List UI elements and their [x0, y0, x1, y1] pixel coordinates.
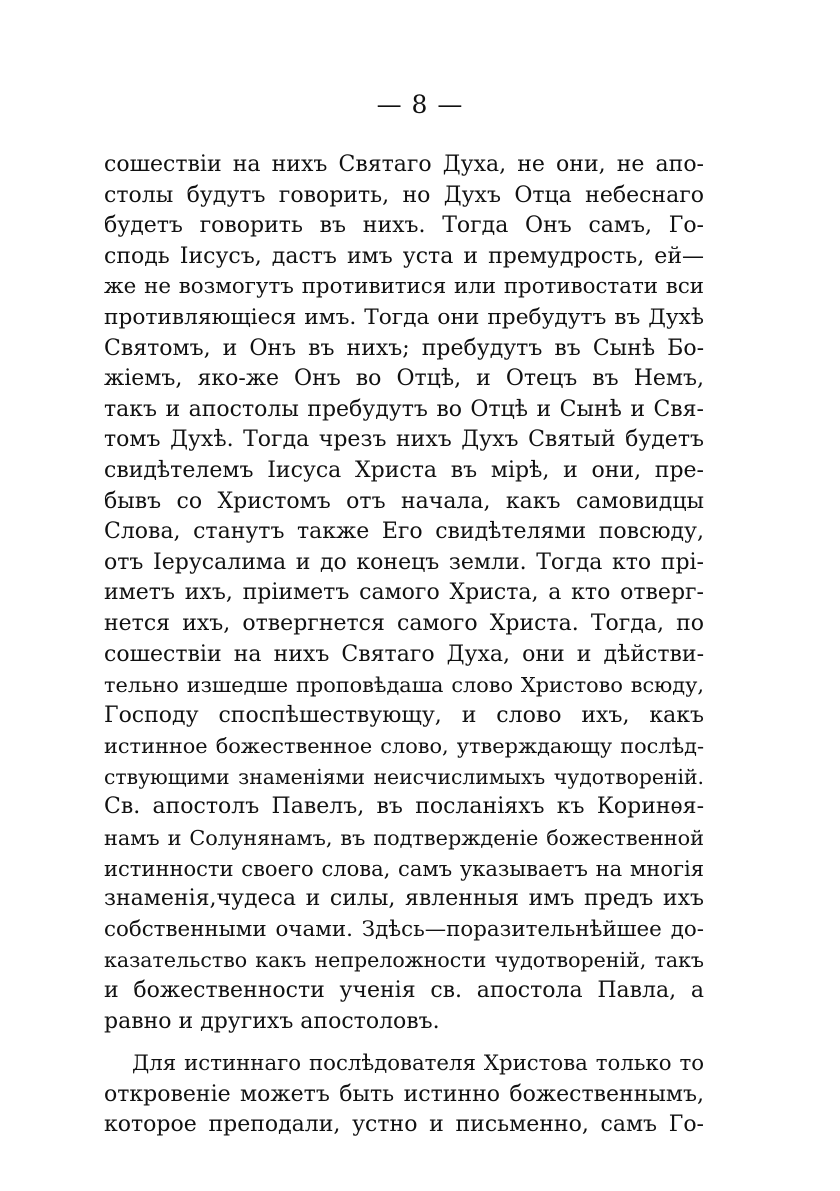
text-line: Святомъ, и Онъ въ нихъ; пребудутъ въ Сынѣ Бо-: [104, 335, 704, 361]
paragraph-2: [104, 1049, 704, 1141]
text-line: откровеніе можетъ быть истинно божественнымъ,: [104, 1081, 704, 1107]
text-line: сподь Іисусъ, дастъ имъ уста и премудрость, ей—: [104, 243, 704, 269]
text-line: казательство какъ непреложности чудотвореній, такъ: [104, 948, 704, 973]
paragraph-gap: [104, 1037, 704, 1049]
text-line: Для истиннаго послѣдователя Христова только то: [132, 1051, 704, 1077]
text-line: знаменія,чудеса и силы, явленныя имъ предъ ихъ: [104, 886, 704, 912]
text-line: сошествіи на нихъ Святаго Духа, они и дѣйстви-: [104, 641, 704, 667]
text-line: же не возмогутъ противитися или противостати вси: [104, 274, 704, 300]
paragraph-1: [104, 150, 704, 1037]
text-line: столы будутъ говорить, но Духъ Отца небеснаго: [104, 182, 704, 208]
text-line: отъ Іерусалима и до конецъ земли. Тогда кто прі-: [104, 549, 704, 575]
text-line: и божественности ученія св. апостола Павла, а: [104, 978, 704, 1004]
text-line: бывъ со Христомъ отъ начала, какъ самовидцы: [104, 488, 704, 514]
text-line: тельно изшедше проповѣдаша слово Христово всюду,: [104, 673, 704, 698]
page-number: — 8 —: [376, 90, 464, 119]
text-line: ствующими знаменіями неисчислимыхъ чудотвореній.: [104, 764, 704, 789]
text-line: собственными очами. Здѣсь—поразительнѣйшее до-: [104, 916, 704, 942]
text-line: намъ и Солунянамъ, въ подтвержденіе божественной: [104, 826, 704, 851]
text-line: Господу споспѣшествующу, и слово ихъ, какъ: [104, 702, 704, 728]
text-line: равно и другихъ апостоловъ.: [104, 1008, 440, 1034]
text-line: такъ и апостолы пребудутъ во Отцѣ и Сынѣ и Свя-: [104, 396, 704, 422]
text-line: нется ихъ, отвергнется самого Христа. Тогда, по: [104, 610, 704, 636]
text-line: которое преподали, устно и письменно, самъ Го-: [104, 1112, 704, 1138]
text-line: истинное божественное слово, утверждающу послѣд-: [104, 734, 704, 759]
text-line: Св. апостолъ Павелъ, въ посланіяхъ къ Коринѳя-: [104, 794, 704, 820]
text-line: иметъ ихъ, пріиметъ самого Христа, а кто отверг-: [104, 580, 704, 606]
text-line: томъ Духѣ. Тогда чрезъ нихъ Духъ Святый будетъ: [104, 427, 704, 453]
text-line: свидѣтелемъ Іисуса Христа въ мірѣ, и они, пре-: [104, 457, 704, 483]
body-text: [104, 150, 704, 1141]
text-line: сошествіи на нихъ Святаго Духа, не они, не апо-: [104, 152, 704, 177]
text-line: будетъ говорить въ нихъ. Тогда Онъ самъ, Го-: [104, 213, 704, 239]
text-line: Слова, станутъ также Его свидѣтелями повсюду,: [104, 519, 704, 545]
text-line: противляющіеся имъ. Тогда они пребудутъ въ Духѣ: [104, 304, 704, 330]
text-line: истинности своего слова, самъ указываетъ на многія: [104, 855, 704, 881]
text-line: жіемъ, яко-же Онъ во Отцѣ, и Отецъ въ Немъ,: [104, 366, 704, 392]
